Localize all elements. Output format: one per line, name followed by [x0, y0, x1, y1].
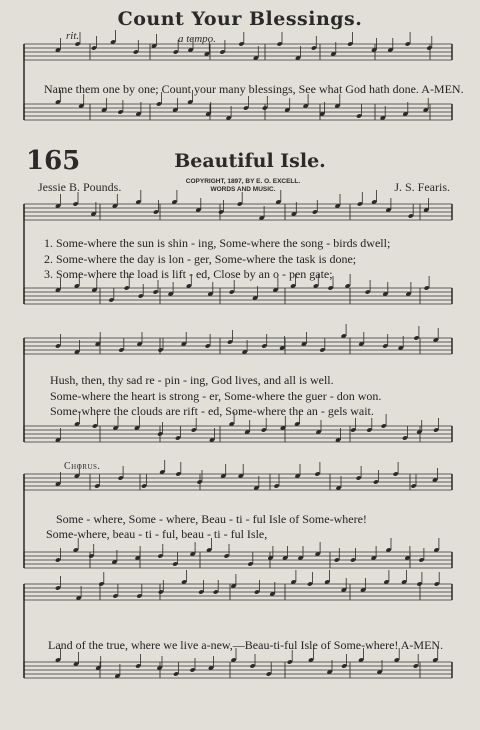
a-tempo-marking: a tempo. — [178, 33, 216, 45]
verse-2-line-1: 2. Some-where the day is lon - ger, Some-where the task is done; — [44, 252, 357, 266]
composer: J. S. Fearis. — [394, 180, 450, 194]
final-line-lyric: Land of the true, where we live a-new,—Beau-ti-ful Isle of Some-where! A-MEN. — [48, 638, 444, 652]
chorus-bass-lyric: Some-where, beau - ti - ful, beau - ti - ful Isle, — [46, 527, 268, 541]
verse-3-line-1: 3. Some-where the load is lift - ed, Close by an o - pen gate; — [44, 267, 333, 281]
verse-3-line-2: Some-where the clouds are rift - ed, Some-where the an - gels wait. — [50, 404, 374, 418]
copyright-line: WORDS AND MUSIC. — [210, 186, 276, 193]
ritardando-marking: rit. — [66, 30, 80, 42]
previous-hymn-title: Count Your Blessings. — [117, 8, 363, 30]
hymn-title: Beautiful Isle. — [174, 150, 326, 172]
previous-hymn-lyric: Name them one by one; Count your many blessings, See what God hath done. A-MEN. — [44, 82, 464, 96]
hymn-number: 165 — [26, 146, 81, 176]
lyricist: Jessie B. Pounds. — [38, 180, 122, 194]
verse-1-line-1: 1. Some-where the sun is shin - ing, Some-where the song - birds dwell; — [44, 236, 391, 250]
verse-1-line-2: Hush, then, thy sad re - pin - ing, God lives, and all is well. — [50, 373, 334, 387]
copyright-line: COPYRIGHT, 1897, BY E. O. EXCELL. — [185, 178, 301, 185]
chorus-melody-lyric: Some - where, Some - where, Beau - ti - ful Isle of Some-where! — [56, 512, 367, 526]
chorus-label: Chorus. — [64, 461, 101, 472]
verse-2-line-2: Some-where the heart is strong - er, Some-where the guer - don won. — [50, 389, 382, 403]
